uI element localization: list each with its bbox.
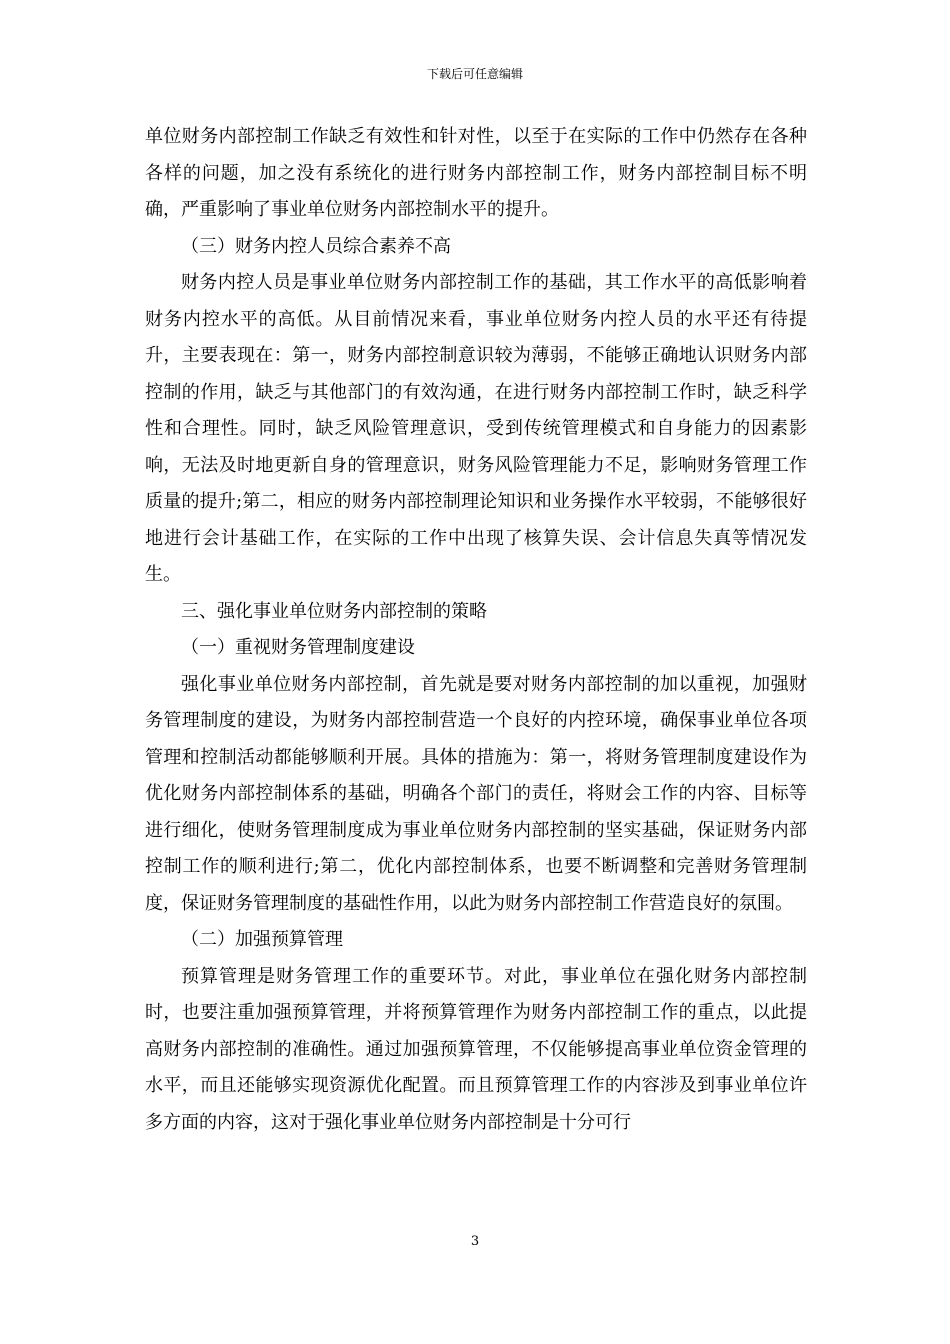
paragraph-budget-management: 预算管理是财务管理工作的重要环节。对此，事业单位在强化财务内部控制时，也要注重加强预算管理，并将预算管理作为财务内部控制工作的重点，以此提高财务内部控制的准确性。通过加强预算管理，不仅能够提高事业单位资金管理的水平，而且还能够实现资源优化配置。而且预算管理工作的内容涉及到事业单位许多方面的内容，这对于强化事业单位财务内部控制是十分可行	[145, 965, 807, 1133]
paragraph-staff-quality: 财务内控人员是事业单位财务内部控制工作的基础，其工作水平的高低影响着财务内控水平的高低。从目前情况来看，事业单位财务内控人员的水平还有待提升，主要表现在：第一，财务内部控制意识较为薄弱，不能够正确地认识财务内部控制的作用，缺乏与其他部门的有效沟通，在进行财务内部控制工作时，缺乏科学性和合理性。同时，缺乏风险管理意识，受到传统管理模式和自身能力的因素影响，无法及时地更新自身的管理意识，财务风险管理能力不足，影响财务管理工作质量的提升;第二，相应的财务内部控制理论知识和业务操作水平较弱，不能够很好地进行会计基础工作，在实际的工作中出现了核算失误、会计信息失真等情况发生。	[145, 272, 807, 585]
page-number: 3	[470, 1234, 480, 1249]
section-heading-2: （二）加强预算管理	[181, 929, 343, 950]
document-body	[145, 119, 807, 1141]
section-heading-3: （三）财务内控人员综合素养不高	[181, 235, 451, 257]
section-heading-1: （一）重视财务管理制度建设	[181, 637, 415, 658]
paragraph-system-building: 强化事业单位财务内部控制，首先就是要对财务内部控制的加以重视，加强财务管理制度的建设，为财务内部控制营造一个良好的内控环境，确保事业单位各项管理和控制活动都能够顺利开展。具体的措施为：第一，将财务管理制度建设作为优化财务内部控制体系的基础，明确各个部门的责任，将财会工作的内容、目标等进行细化，使财务管理制度成为事业单位财务内部控制的坚实基础，保证财务内部控制工作的顺利进行;第二，优化内部控制体系，也要不断调整和完善财务管理制度，保证财务管理制度的基础性作用，以此为财务内部控制工作营造良好的氛围。	[145, 673, 807, 914]
paragraph-continuation: 单位财务内部控制工作缺乏有效性和针对性，以至于在实际的工作中仍然存在各种各样的问题，加之没有系统化的进行财务内部控制工作，财务内部控制目标不明确，严重影响了事业单位财务内部控制水平的提升。	[145, 126, 807, 220]
page-header: 下载后可任意编辑	[426, 67, 523, 81]
chapter-heading-strategies: 三、强化事业单位财务内部控制的策略	[181, 600, 487, 622]
